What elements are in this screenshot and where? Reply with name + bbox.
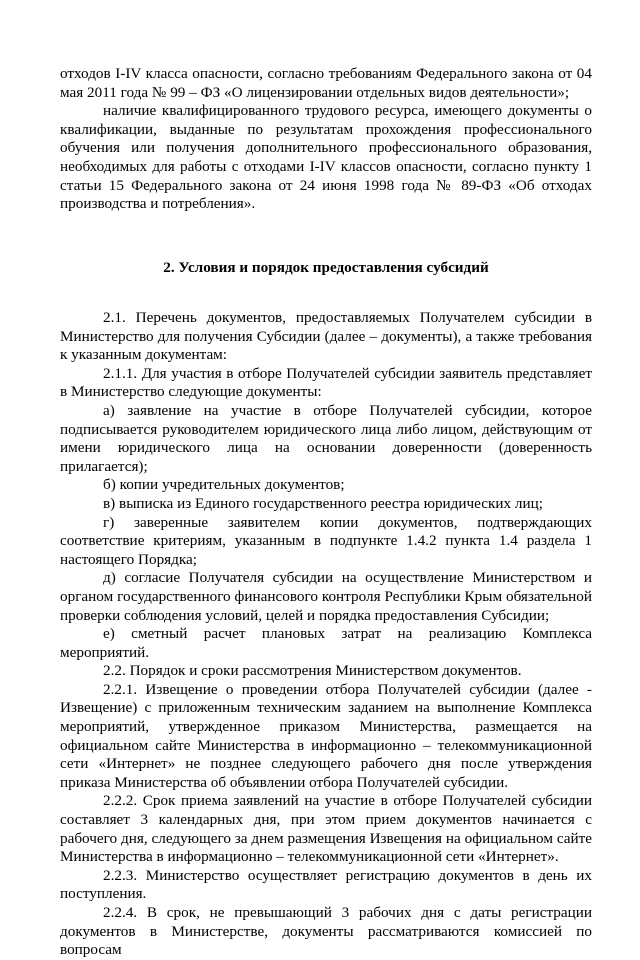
paragraph-license-requirement: отходов I-IV класса опасности, согласно требованиям Федерального закона от 04 мая 2011 года № 99 – ФЗ «О лицензировании отдельных видов деятельности»; (60, 65, 592, 101)
list-item-e: е) сметный расчет плановых затрат на реализацию Комплекса мероприятий. (60, 625, 592, 661)
list-item-a: а) заявление на участие в отборе Получателей субсидии, которое подписывается руководителем юридического лица либо лицом, действующим от имени юридического лица на основании доверенности (доверенность прилагается); (60, 401, 592, 475)
section-body (60, 309, 592, 960)
paragraph-2-2-1: 2.2.1. Извещение о проведении отбора Получателей субсидии (далее - Извещение) с приложенным техническим заданием на выполнение Комплекса мероприятий, утвержденное приказом Министерства, размещается на официальном сайте Министерства в информационно – телекоммуникационной сети «Интернет» не позднее следующего рабочего дня после утверждения приказа Министерства об объявлении отбора Получателей субсидии. (60, 680, 592, 791)
list-item-b: б) копии учредительных документов; (103, 476, 345, 494)
paragraph-qualified-staff: наличие квалифицированного трудового ресурса, имеющего документы о квалификации, выданные по результатам прохождения профессионального обучения или получения дополнительного профессионального образования, необходимых для работы с отходами I-IV классов опасности, согласно пункту 1 статьи 15 Федерального закона от 24 июня 1998 года № 89-ФЗ «Об отходах производства и потребления». (60, 102, 592, 213)
top-text-block (60, 65, 592, 214)
paragraph-2-2-3: 2.2.3. Министерство осуществляет регистрацию документов в день их поступления. (60, 866, 592, 903)
paragraph-2-2: 2.2. Порядок и сроки рассмотрения Министерством документов. (103, 662, 522, 680)
paragraph-2-1-1: 2.1.1. Для участия в отборе Получателей субсидии заявитель представляет в Министерство следующие документы: (60, 364, 592, 401)
list-item-v: в) выписка из Единого государственного реестра юридических лиц; (103, 494, 543, 512)
paragraph-2-1: 2.1. Перечень документов, предоставляемых Получателем субсидии в Министерство для получения Субсидии (далее – документы), а также требования к указанным документам: (60, 309, 592, 364)
paragraph-2-2-2: 2.2.2. Срок приема заявлений на участие в отборе Получателей субсидии составляет 3 календарных дня, при этом прием документов начинается с рабочего дня, следующего за днем размещения Извещения на официальном сайте Министерства в информационно – телекоммуникационной сети «Интернет». (60, 792, 592, 866)
list-item-d: д) согласие Получателя субсидии на осуществление Министерством и органом государственного финансового контроля Республики Крым обязательной проверки соблюдения условий, целей и порядка предоставления Субсидии; (60, 569, 592, 624)
section-heading: 2. Условия и порядок предоставления субсидий (163, 259, 489, 276)
list-item-g: г) заверенные заявителем копии документов, подтверждающих соответствие критериям, указанным в подпункте 1.4.2 пункта 1.4 раздела 1 настоящего Порядка; (60, 513, 592, 568)
paragraph-2-2-4: 2.2.4. В срок, не превышающий 3 рабочих дня с даты регистрации документов в Министерстве, документы рассматриваются комиссией по вопросам (60, 904, 592, 959)
